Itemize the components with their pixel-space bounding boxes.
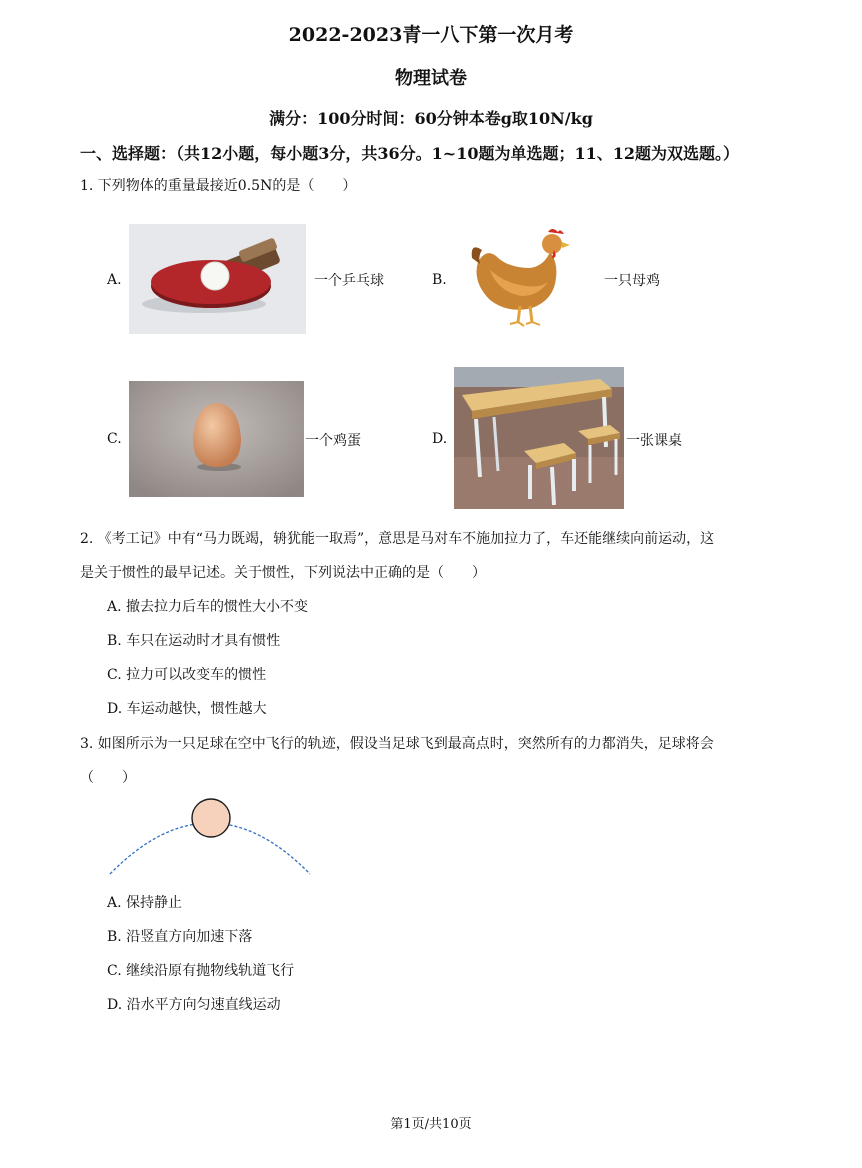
q1-option-b-letter: B. xyxy=(432,272,447,288)
exam-subtitle: 物理试卷 xyxy=(395,68,467,89)
q1-option-a-caption: 一个乒乓球 xyxy=(314,273,384,289)
school-desk-icon xyxy=(454,367,624,509)
page-number: 第1页/共10页 xyxy=(390,1117,472,1132)
question-3-line-2: （ ） xyxy=(80,770,136,786)
q2-option-b: B. 车只在运动时才具有惯性 xyxy=(107,633,281,649)
q3-option-b: B. 沿竖直方向加速下落 xyxy=(107,929,253,945)
egg-icon xyxy=(129,381,304,497)
ping-pong-paddle-ball-icon xyxy=(129,224,306,334)
question-2-line-2: 是关于惯性的最早记述。关于惯性，下列说法中正确的是（ ） xyxy=(80,565,486,581)
q3-option-d: D. 沿水平方向匀速直线运动 xyxy=(107,997,281,1013)
exam-title: 2022-2023青一八下第一次月考 xyxy=(288,24,574,46)
q2-option-c: C. 拉力可以改变车的惯性 xyxy=(107,667,267,683)
q2-option-a: A. 撤去拉力后车的惯性大小不变 xyxy=(107,599,309,615)
q1-option-d-letter: D. xyxy=(432,431,448,447)
q3-option-a: A. 保持静止 xyxy=(107,895,183,911)
q2-option-d: D. 车运动越快，惯性越大 xyxy=(107,701,267,717)
q1-option-c-letter: C. xyxy=(107,431,122,447)
football-trajectory-diagram xyxy=(100,792,320,882)
q1-option-b-caption: 一只母鸡 xyxy=(604,273,660,289)
question-1-stem: 1. 下列物体的重量最接近0.5N的是（ ） xyxy=(80,178,357,194)
question-2-line-1: 2. 《考工记》中有“马力既竭，辀犹能一取焉”，意思是马对车不施加拉力了，车还能继续向前运动，这 xyxy=(80,531,715,547)
hen-icon xyxy=(468,222,572,330)
exam-meta: 满分：100分时间：60分钟本卷g取10N/kg xyxy=(269,109,593,128)
football-icon xyxy=(192,799,230,837)
section-heading: 一、选择题：（共12小题，每小题3分，共36分。1~10题为单选题；11、12题为双选题。） xyxy=(80,144,740,163)
q1-option-a-letter: A. xyxy=(107,272,122,288)
q3-option-c: C. 继续沿原有抛物线轨道飞行 xyxy=(107,963,295,979)
q1-option-c-caption: 一个鸡蛋 xyxy=(305,433,361,449)
q1-option-d-caption: 一张课桌 xyxy=(626,433,682,449)
question-3-line-1: 3. 如图所示为一只足球在空中飞行的轨迹，假设当足球飞到最高点时，突然所有的力都消失，足球将会 xyxy=(80,736,714,752)
